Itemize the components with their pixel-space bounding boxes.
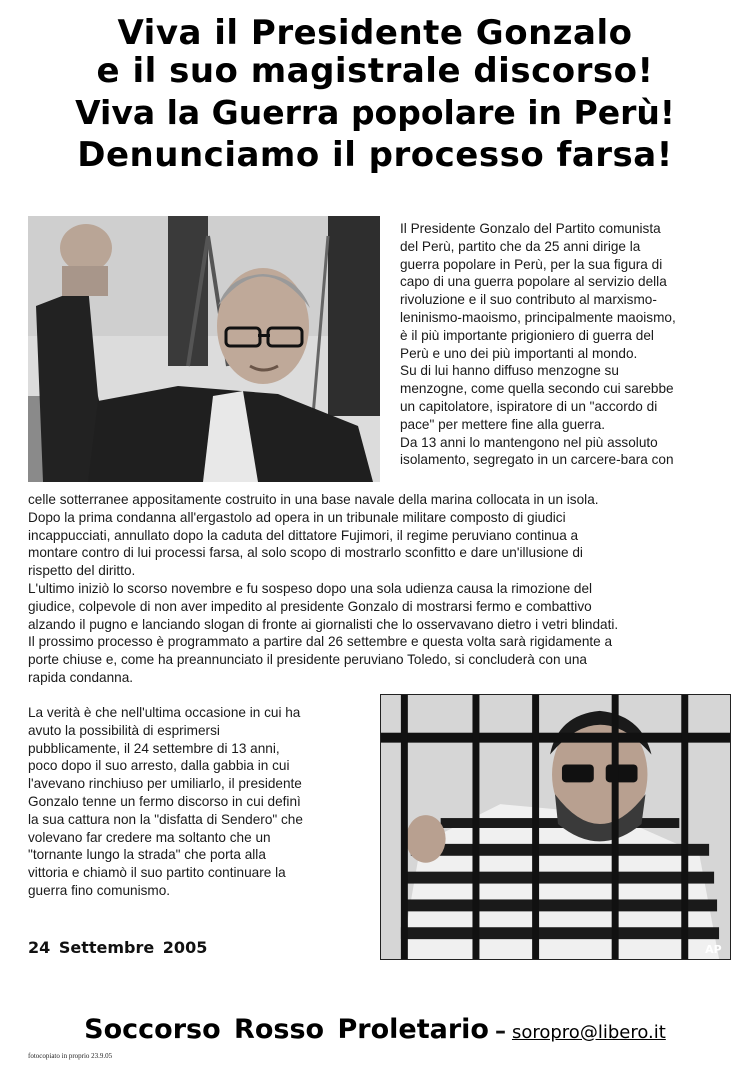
text-line: menzogne, come quella secondo cui sarebbe (400, 381, 674, 397)
text-line: Dopo la prima condanna all'ergastolo ad opera in un tribunale militare composto di giudici (28, 509, 566, 525)
headline-line-4: Denunciamo il processo farsa! (77, 135, 673, 175)
text-line: è il più importante prigioniero di guerra del (400, 327, 654, 343)
text-line: giudice, colpevole di non aver impedito al presidente Gonzalo di mostrarsi fermo e combattivo (28, 598, 592, 614)
text-line: "tornante lungo la strada" che porta alla (28, 847, 266, 863)
text-line: capo di una guerra popolare al servizio della (400, 274, 667, 290)
text-line: Da 13 anni lo mantengono nel più assoluto (400, 434, 658, 450)
photocopy-note: fotocopiato in proprio 23.9.05 (28, 1052, 113, 1060)
text-line: rispetto del diritto. (28, 563, 136, 579)
full-width-text (28, 491, 728, 687)
column-text-bottom (28, 704, 368, 900)
text-line: celle sotterranee appositamente costruito in una base navale della marina collocata in un isola. (28, 492, 599, 507)
photo-cage (380, 694, 731, 960)
text-line: guerra popolare in Perù, per la sua figura di (400, 256, 663, 272)
text-line: leninismo-maoismo, principalmente maoismo, (400, 309, 676, 325)
headline-line-2: e il suo magistrale discorso! (96, 51, 654, 91)
text-line: la sua cattura non la "disfatta di Sendero" che (28, 811, 303, 827)
text-line: La verità è che nell'ultima occasione in cui ha (28, 705, 301, 720)
text-line: guerra fino comunismo. (28, 882, 171, 898)
text-line: rapida condanna. (28, 669, 134, 685)
text-line: Gonzalo tenne un fermo discorso in cui definì (28, 793, 301, 809)
column-text-top (400, 220, 730, 469)
text-line: incappucciati, annullato dopo la caduta del dittatore Fujimori, il regime peruviano continua a (28, 527, 579, 543)
footer (0, 1014, 750, 1045)
text-line: Il Presidente Gonzalo del Partito comunista (400, 221, 661, 236)
text-line: isolamento, segregato in un carcere-bara con (400, 452, 674, 468)
text-line: Il prossimo processo è programmato a partire dal 26 settembre e questa volta sarà rigidamente a (28, 634, 613, 650)
text-line: poco dopo il suo arresto, dalla gabbia in cui (28, 758, 290, 774)
text-line: vittoria e chiamò il suo partito continuare la (28, 865, 286, 881)
email-link[interactable]: soropro@libero.it (511, 1022, 666, 1043)
text-line: montare contro di lui processi farsa, al solo scopo di mostrarlo sconfitto e dare un'illusione di (28, 545, 583, 561)
photo-credit: AP (705, 943, 722, 957)
text-line: volevano far credere ma soltanto che un (28, 829, 271, 845)
text-line: rivoluzione e il suo contributo al marxismo- (400, 292, 657, 308)
organization-name: Soccorso Rosso Proletario (84, 1014, 489, 1045)
footer-dash: – (494, 1019, 506, 1044)
date: 24 Settembre 2005 (28, 938, 208, 957)
text-line: porte chiuse e, come ha preannunciato il presidente peruviano Toledo, si concluderà con una (28, 652, 587, 668)
text-line: pubblicamente, il 24 settembre di 13 anni, (28, 740, 280, 756)
text-line: avuto la possibilità di esprimersi (28, 722, 220, 738)
text-line: L'ultimo iniziò lo scorso novembre e fu sospeso dopo una sola udienza causa la rimozione del (28, 580, 593, 596)
text-line: del Perù, partito che da 25 anni dirige la (400, 238, 641, 254)
text-line: un capitolatore, ispiratore di un "accordo di (400, 398, 658, 414)
text-line: alzando il pugno e lanciando slogan di fronte ai giornalisti che lo osservavano dietro i vetri blindati. (28, 616, 619, 632)
headline-line-1: Viva il Presidente Gonzalo (117, 13, 633, 53)
text-line: Perù e uno dei più importanti al mondo. (400, 345, 638, 361)
headline-line-3: Viva la Guerra popolare in Perù! (75, 93, 675, 132)
headline (0, 14, 750, 174)
text-line: l'avevano rinchiuso per umiliarlo, il presidente (28, 776, 302, 792)
photo-raised-fist (28, 216, 380, 482)
text-line: Su di lui hanno diffuso menzogne su (400, 363, 619, 379)
text-line: pace" per mettere fine alla guerra. (400, 416, 606, 432)
